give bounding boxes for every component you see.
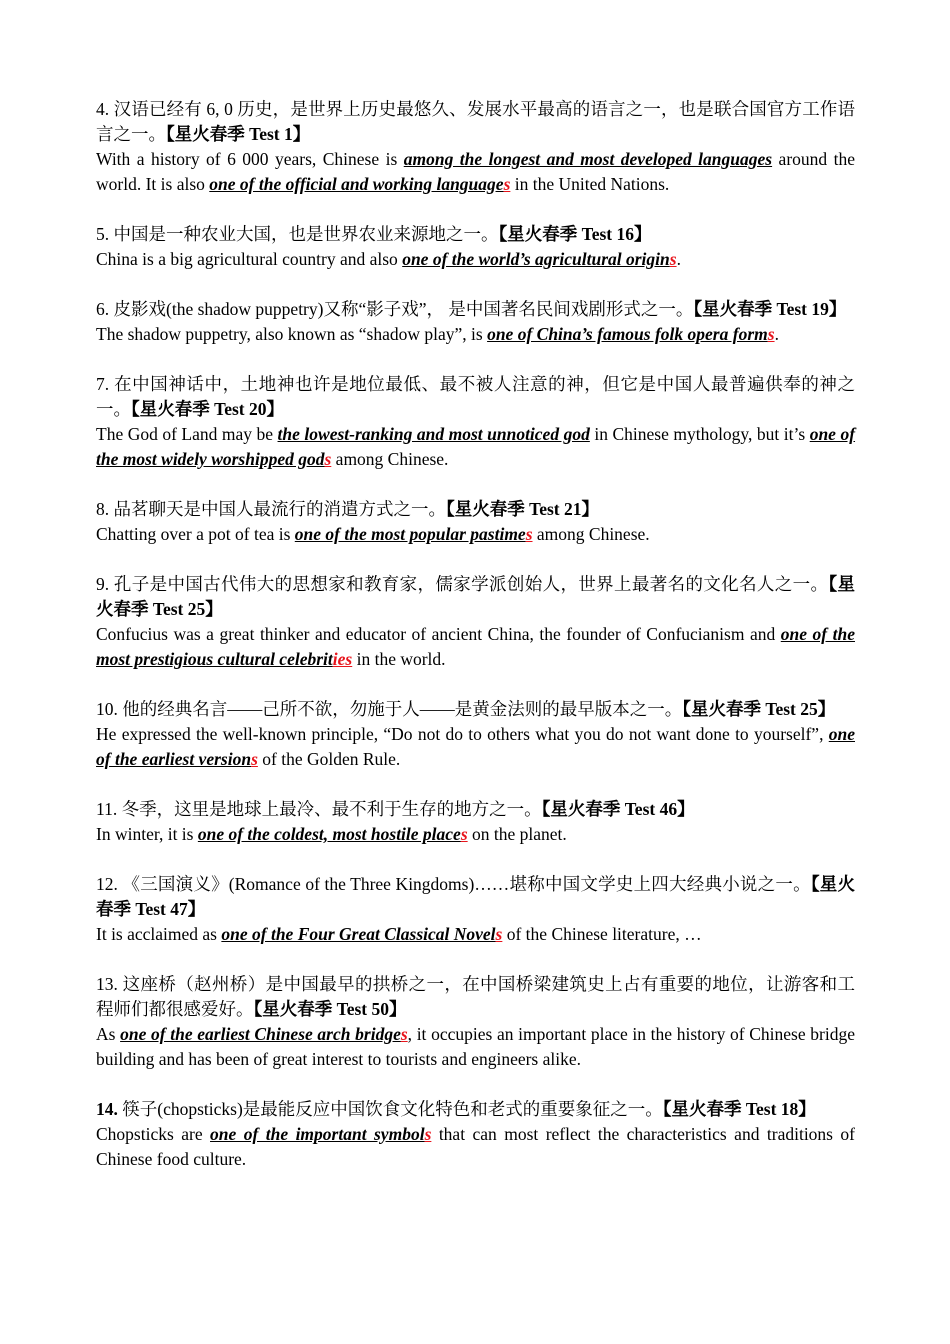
- english-translation: [96, 1122, 855, 1172]
- entry-item: [96, 797, 855, 847]
- source-tag: 【星火春季 Test 20】: [131, 399, 284, 419]
- english-text: in Chinese mythology, but it’s: [589, 424, 810, 444]
- entry-item: [96, 97, 855, 197]
- highlighted-phrase: the lowest-ranking and most unnoticed god: [277, 424, 590, 444]
- english-text: With a history of 6 000 years, Chinese is: [96, 149, 404, 169]
- chinese-text: 这座桥（赵州桥）是中国最早的拱桥之一，在中国桥梁建筑史上占有重要的地位，让游客和工程师们都很感爱好。: [96, 974, 855, 1019]
- chinese-text: 冬季，这里是地球上最冷、最不利于生存的地方之一。: [117, 799, 542, 819]
- highlighted-phrase: one of the coldest, most hostile place: [197, 824, 461, 844]
- english-translation: [96, 247, 855, 272]
- chinese-text: 孔子是中国古代伟大的思想家和教育家，儒家学派创始人，世界上最著名的文化名人之一。: [109, 574, 829, 594]
- english-text: Confucius was a great thinker and educator of ancient China, the founder of Confucianism and: [96, 624, 781, 644]
- plural-suffix: s: [460, 824, 468, 844]
- plural-suffix: s: [400, 1024, 408, 1044]
- highlighted-phrase: one of the earliest version: [96, 724, 855, 769]
- chinese-text: 汉语已经有 6, 0 历史，是世界上历史最悠久、发展水平最高的语言之一，也是联合国官方工作语言之一。: [96, 99, 855, 144]
- highlighted-phrase: one of the most popular pastime: [294, 524, 526, 544]
- english-text: China is a big agricultural country and also: [96, 249, 403, 269]
- chinese-text: 皮影戏(the shadow puppetry)又称“影子戏”， 是中国著名民间戏剧形式之一。: [109, 299, 694, 319]
- highlighted-phrase: among the longest and most developed languages: [403, 149, 773, 169]
- plural-suffix: s: [495, 924, 503, 944]
- source-tag: 【星火春季 Test 25】: [96, 574, 856, 619]
- entry-number: 7.: [96, 374, 110, 394]
- plural-suffix: s: [324, 449, 332, 469]
- source-tag: 【星火春季 Test 19】: [693, 299, 847, 319]
- english-text: In winter, it is: [96, 824, 198, 844]
- source-tag: 【星火春季 Test 25】: [682, 699, 836, 719]
- plural-suffix: s: [669, 249, 677, 269]
- source-tag: 【星火春季 Test 16】: [498, 224, 652, 244]
- english-text: on the planet.: [467, 824, 567, 844]
- source-tag: 【星火春季 Test 50】: [253, 999, 407, 1019]
- english-text: among Chinese.: [532, 524, 650, 544]
- highlighted-phrase: one of the world’s agricultural origin: [402, 249, 670, 269]
- highlighted-phrase: one of the important symbol: [210, 1124, 425, 1144]
- source-tag: 【星火春季 Test 18】: [662, 1099, 816, 1119]
- chinese-text: 他的经典名言——己所不欲，勿施于人——是黄金法则的最早版本之一。: [117, 699, 683, 719]
- entry-item: [96, 872, 855, 947]
- english-text: of the Golden Rule.: [257, 749, 401, 769]
- entry-number: 9.: [96, 574, 110, 594]
- entry-item: [96, 222, 855, 272]
- highlighted-phrase: one of China’s famous folk opera form: [487, 324, 768, 344]
- entry-number: 5.: [96, 224, 110, 244]
- entry-item: [96, 1097, 855, 1172]
- english-translation: [96, 322, 855, 347]
- chinese-sentence: [96, 972, 855, 1022]
- english-text: The shadow puppetry, also known as “shadow play”, is: [96, 324, 488, 344]
- english-translation: [96, 1022, 855, 1072]
- entry-item: [96, 697, 855, 772]
- plural-suffix: s: [251, 749, 258, 769]
- source-tag: 【星火春季 Test 47】: [96, 874, 856, 919]
- chinese-sentence: [96, 1097, 855, 1122]
- chinese-sentence: [96, 372, 855, 422]
- english-translation: [96, 147, 855, 197]
- entry-number: 10.: [96, 699, 118, 719]
- entry-item: [96, 497, 855, 547]
- entry-item: [96, 297, 855, 347]
- chinese-sentence: [96, 697, 855, 722]
- entry-item: [96, 972, 855, 1072]
- chinese-sentence: [96, 797, 855, 822]
- chinese-text: 中国是一种农业大国，也是世界农业来源地之一。: [109, 224, 499, 244]
- chinese-sentence: [96, 497, 855, 522]
- english-text: As: [96, 1024, 121, 1044]
- english-text: in the United Nations.: [510, 174, 670, 194]
- chinese-text: 品茗聊天是中国人最流行的消遣方式之一。: [109, 499, 446, 519]
- entry-item: [96, 572, 855, 672]
- english-translation: [96, 722, 855, 772]
- chinese-sentence: [96, 222, 855, 247]
- plural-suffix: s: [767, 324, 775, 344]
- chinese-text: 筷子(chopsticks)是最能反应中国饮食文化特色和老式的重要象征之一。: [117, 1099, 663, 1119]
- entry-item: [96, 372, 855, 472]
- entry-number: 11.: [96, 799, 118, 819]
- english-translation: [96, 922, 855, 947]
- entry-number: 12.: [96, 874, 118, 894]
- english-translation: [96, 822, 855, 847]
- highlighted-phrase: one of the most prestigious cultural celebrit: [96, 624, 855, 669]
- source-tag: 【星火春季 Test 21】: [446, 499, 599, 519]
- entry-number: 8.: [96, 499, 110, 519]
- english-text: in the world.: [352, 649, 446, 669]
- english-translation: [96, 422, 855, 472]
- entry-number: 14.: [96, 1099, 118, 1119]
- plural-suffix: s: [424, 1124, 432, 1144]
- english-text: .: [676, 249, 681, 269]
- entry-number: 6.: [96, 299, 110, 319]
- english-translation: [96, 622, 855, 672]
- entry-list: [96, 97, 855, 1172]
- source-tag: 【星火春季 Test 46】: [541, 799, 695, 819]
- english-text: The God of Land may be: [96, 424, 278, 444]
- document-page: [96, 97, 855, 1197]
- chinese-sentence: [96, 872, 855, 922]
- chinese-text: 《三国演义》(Romance of the Three Kingdoms)……堪称中国文学史上四大经典小说之一。: [117, 874, 811, 894]
- english-text: around the world. It is also: [96, 149, 855, 194]
- english-text: .: [774, 324, 779, 344]
- english-text: , it occupies an important place in the history of Chinese bridge building and has been of great interest to tourists and engineers alike.: [96, 1024, 855, 1069]
- highlighted-phrase: one of the most widely worshipped god: [96, 424, 856, 469]
- plural-suffix: ies: [332, 649, 353, 669]
- english-text: of the Chinese literature, …: [502, 924, 702, 944]
- plural-suffix: s: [525, 524, 533, 544]
- plural-suffix: s: [503, 174, 511, 194]
- chinese-text: 在中国神话中，土地神也许是地位最低、最不被人注意的神，但它是中国人最普遍供奉的神之一。: [96, 374, 855, 419]
- highlighted-phrase: one of the official and working language: [209, 174, 504, 194]
- chinese-sentence: [96, 97, 855, 147]
- english-translation: [96, 522, 855, 547]
- english-text: that can most reflect the characteristics and traditions of Chinese food culture.: [96, 1124, 856, 1169]
- highlighted-phrase: one of the Four Great Classical Novel: [221, 924, 496, 944]
- english-text: Chatting over a pot of tea is: [96, 524, 295, 544]
- english-text: Chopsticks are: [96, 1124, 211, 1144]
- entry-number: 4.: [96, 99, 110, 119]
- chinese-sentence: [96, 297, 855, 322]
- highlighted-phrase: one of the earliest Chinese arch bridge: [120, 1024, 401, 1044]
- source-tag: 【星火春季 Test 1】: [166, 124, 311, 144]
- entry-number: 13.: [96, 974, 118, 994]
- english-text: among Chinese.: [331, 449, 449, 469]
- chinese-sentence: [96, 572, 855, 622]
- english-text: It is acclaimed as: [96, 924, 222, 944]
- english-text: He expressed the well-known principle, “Do not do to others what you do not want done to yourself”,: [96, 724, 829, 744]
